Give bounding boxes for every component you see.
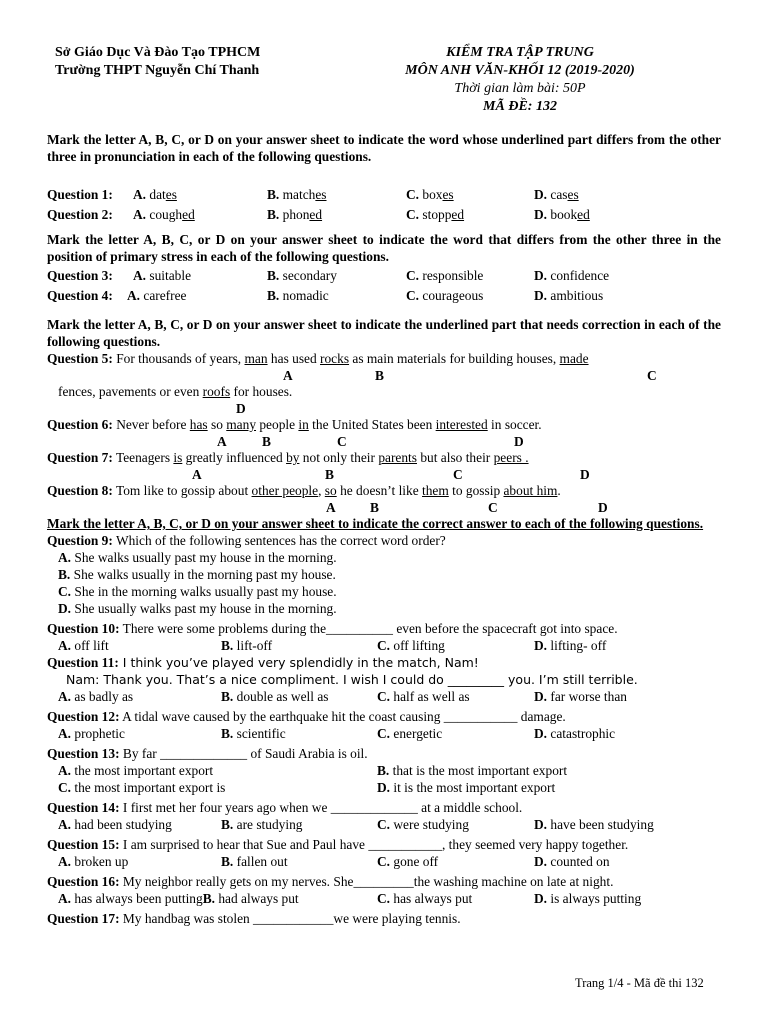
question-4: Question 4: A. carefree B. nomadic C. courageous D. ambitious [47, 288, 604, 303]
time-limit: Thời gian làm bài: 50P [454, 81, 586, 96]
section3-instruction: Mark the letter A, B, C, or D on your answer sheet to indicate the underlined part that needs correction in each of the following questions. [47, 317, 721, 349]
school-header [55, 44, 355, 80]
question-13: Question 13: By far _____________ of Saudi Arabia is oil. [47, 746, 368, 761]
question-10-options: A. off lift B. lift-off C. off lifting D. lifting- off [58, 638, 607, 653]
question-16-options: A. has always been puttingB. had always put C. has always put D. is always putting [58, 891, 642, 906]
question-15: Question 15: I am surprised to hear that Sue and Paul have ___________, they seemed very happy together. [47, 837, 629, 852]
question-10: Question 10: There were some problems during the__________ even before the spacecraft got into space. [47, 621, 618, 636]
question-9-options: A. She walks usually past my house in the morning. B. She walks usually in the morning past my house. C. She in the morning walks usually past my house. D. She usually walks past my house in the morning. [58, 550, 337, 616]
question-9: Question 9: Which of the following sentences has the correct word order? [47, 533, 446, 548]
question-17: Question 17: My handbag was stolen ____________we were playing tennis. [47, 911, 461, 926]
answer-letters: A B C [283, 368, 657, 383]
question-label: Question 1: [47, 187, 113, 202]
question-12: Question 12: A tidal wave caused by the earthquake hit the coast causing ___________ damage. [47, 709, 566, 724]
answer-letters: A B C D [326, 500, 608, 515]
question-14-options: A. had been studying B. are studying C. were studying D. have been studying [58, 817, 654, 832]
answer-letters: A B C D [217, 434, 524, 449]
question-2: Question 2: A. coughed B. phoned C. stopped D. booked [47, 207, 590, 222]
question-6: Question 6: Never before has so many people in the United States been interested in soccer. [47, 417, 542, 432]
question-7: Question 7: Teenagers is greatly influenced by not only their parents but also their peers . [47, 450, 529, 465]
question-11-reply: Nam: Thank you. That’s a nice compliment. I wish I could do _________ you. I’m still terrible. [66, 672, 638, 687]
question-1: Question 1: A. dates B. matches C. boxes D. cases [47, 187, 579, 202]
question-label: Question 2: [47, 207, 113, 222]
exam-header [370, 44, 670, 116]
question-14: Question 14: I first met her four years ago when we _____________ at a middle school. [47, 800, 523, 815]
question-13-options-ab: A. the most important export B. that is the most important export [58, 763, 568, 778]
question-5-cont: fences, pavements or even roofs for houses. [58, 384, 293, 399]
exam-content [47, 131, 721, 927]
question-8: Question 8: Tom like to gossip about other people, so he doesn’t like them to gossip about him. [47, 483, 561, 498]
section4-instruction: Mark the letter A, B, C, or D on your answer sheet to indicate the correct answer to each of the following questions. [47, 516, 704, 531]
question-5: Question 5: For thousands of years, man has used rocks as main materials for building houses, made [47, 351, 589, 366]
question-3: Question 3: A. suitable B. secondary C. responsible D. confidence [47, 268, 610, 283]
school-name: Trường THPT Nguyễn Chí Thanh [55, 63, 260, 78]
subject-line: MÔN ANH VĂN-KHỐI 12 (2019-2020) [405, 63, 635, 78]
question-16: Question 16: My neighbor really gets on my nerves. She_________the washing machine on late at night. [47, 874, 614, 889]
department-name: Sở Giáo Dục Và Đào Tạo TPHCM [55, 45, 261, 60]
section1-instruction: Mark the letter A, B, C, or D on your answer sheet to indicate the word whose underlined part differs from the other three in pronunciation in each of the following questions. [47, 132, 721, 164]
exam-code: MÃ ĐỀ: 132 [483, 99, 557, 114]
question-13-options-cd: C. the most important export is D. it is the most important export [58, 780, 556, 795]
page-footer: Trang 1/4 - Mã đề thi 132 [575, 976, 704, 990]
question-11: Question 11: I think you’ve played very splendidly in the match, Nam! [47, 655, 479, 670]
question-11-options: A. as badly as B. double as well as C. half as well as D. far worse than [58, 689, 627, 704]
question-12-options: A. prophetic B. scientific C. energetic D. catastrophic [58, 726, 616, 741]
question-15-options: A. broken up B. fallen out C. gone off D. counted on [58, 854, 610, 869]
section2-instruction: Mark the letter A, B, C, or D on your answer sheet to indicate the word that differs from the other three in the position of primary stress in each of the following questions. [47, 232, 721, 264]
answer-letters: D [236, 401, 246, 416]
exam-title: KIỂM TRA TẬP TRUNG [446, 45, 594, 60]
answer-letters: A B C D [192, 467, 590, 482]
